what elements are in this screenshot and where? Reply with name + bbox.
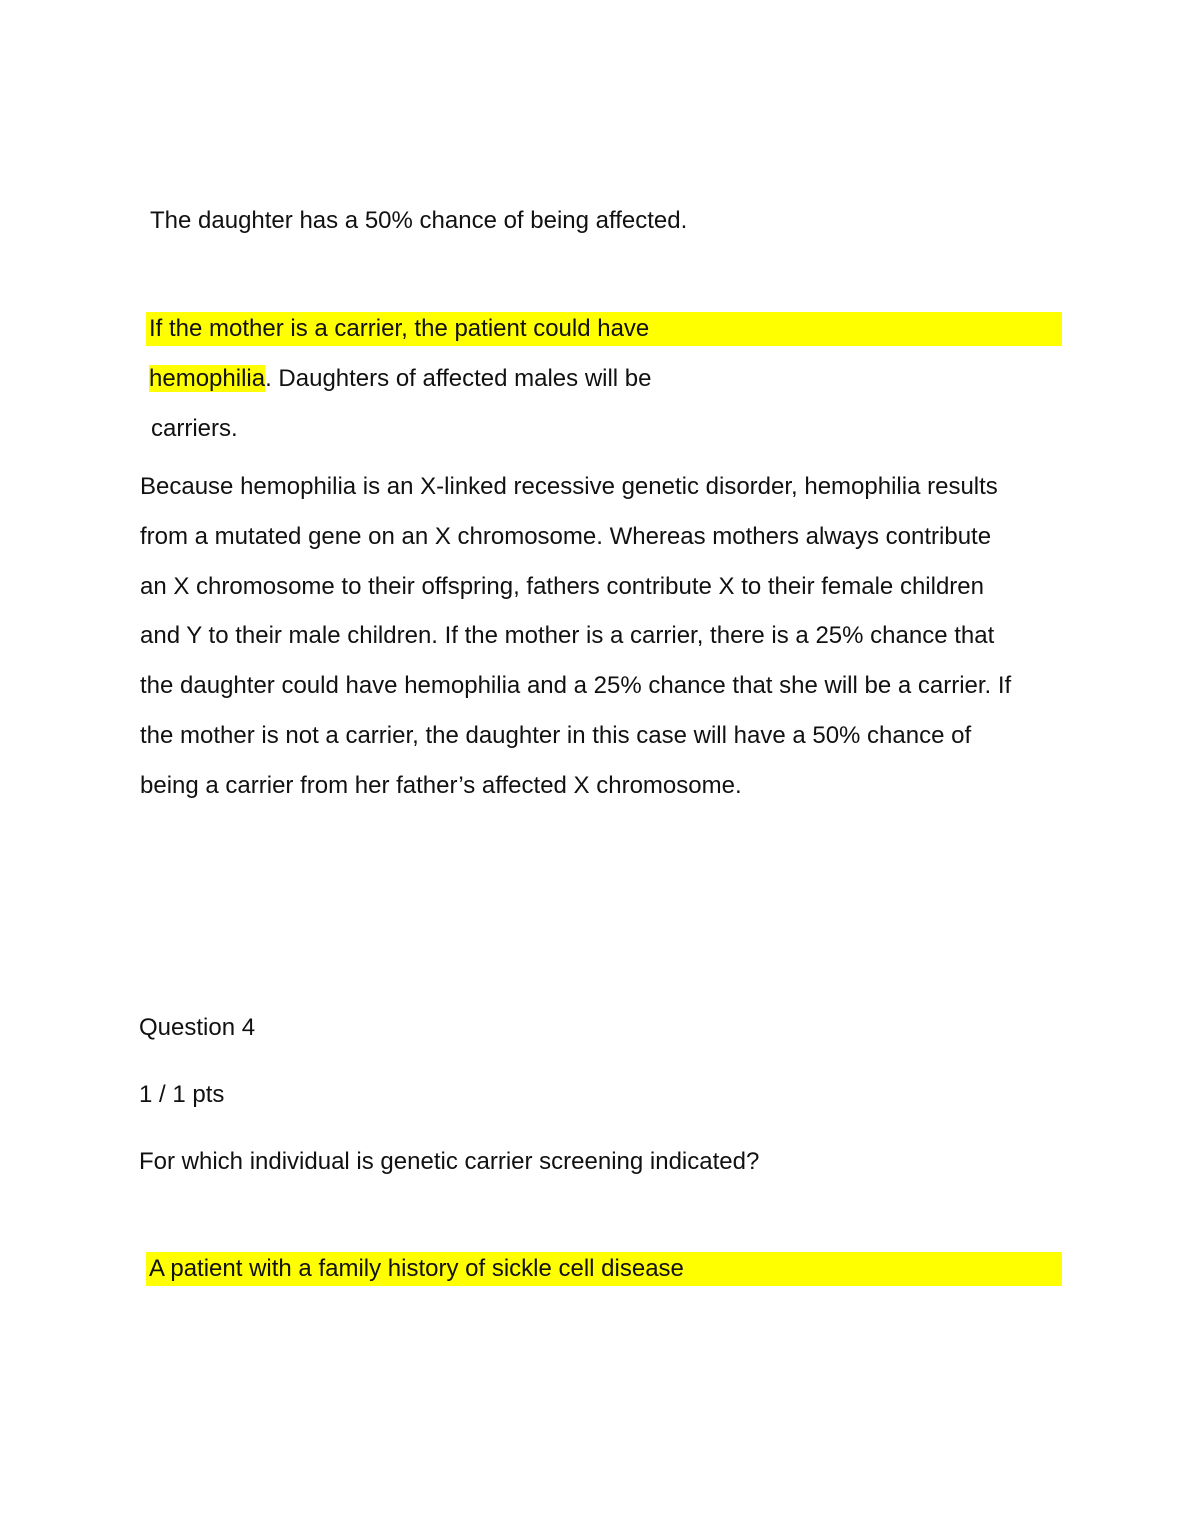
highlighted-term: hemophilia: [149, 365, 266, 392]
selected-answer-line-3: carriers.: [151, 415, 238, 442]
selected-answer-line-2: [149, 364, 652, 394]
explanation-line: an X chromosome to their offspring, fathers contribute X to their female children: [140, 572, 984, 600]
explanation-line: the daughter could have hemophilia and a 25% chance that she will be a carrier. If: [140, 672, 1012, 700]
explanation-line: from a mutated gene on an X chromosome. Whereas mothers always contribute: [140, 522, 992, 550]
selected-answer-line-2-rest: . Daughters of affected males will be: [265, 365, 652, 392]
explanation-line: the mother is not a carrier, the daughter in this case will have a 50% chance of: [140, 721, 972, 749]
explanation-paragraph: [140, 462, 1060, 811]
question-selected-answer: A patient with a family history of sickle cell disease: [149, 1255, 684, 1282]
explanation-line: and Y to their male children. If the mother is a carrier, there is a 25% chance that: [140, 622, 995, 650]
explanation-line: Because hemophilia is an X-linked recessive genetic disorder, hemophilia results: [140, 473, 998, 500]
answer-option-text: The daughter has a 50% chance of being affected.: [150, 207, 688, 234]
question-label: Question 4: [139, 1014, 256, 1041]
question-points: 1 / 1 pts: [139, 1081, 225, 1108]
selected-answer-line-1: If the mother is a carrier, the patient could have: [149, 315, 650, 342]
explanation-line: being a carrier from her father’s affected X chromosome.: [140, 771, 742, 799]
question-prompt: For which individual is genetic carrier screening indicated?: [139, 1148, 760, 1175]
